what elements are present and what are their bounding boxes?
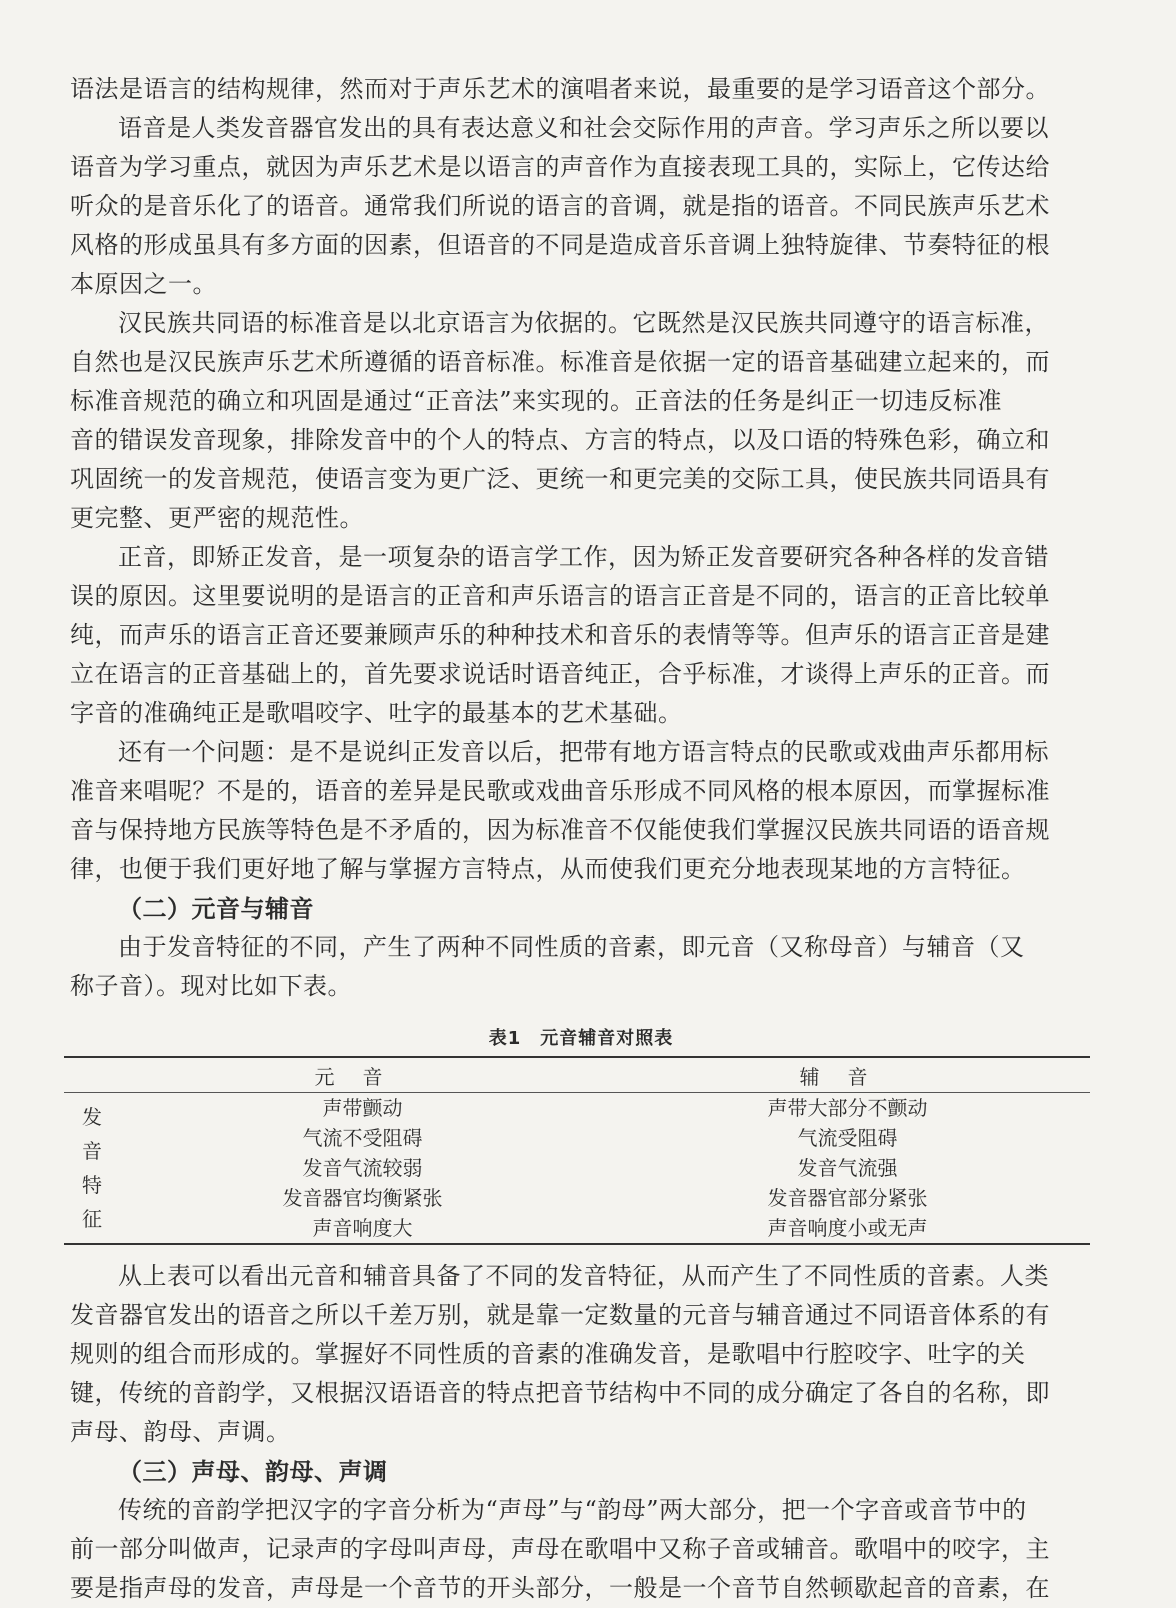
table-cell: 发音气流较弱 — [302, 1156, 423, 1180]
text-line: 自然也是汉民族声乐艺术所遵循的语音标准。标准音是依据一定的语音基础建立起来的，而 — [70, 348, 1050, 376]
text-line: 要是指声母的发音，声母是一个音节的开头部分，一般是一个音节自然顿歇起音的音素，在 — [70, 1574, 1050, 1602]
text-line: 语音为学习重点，就因为声乐艺术是以语言的声音作为直接表现工具的，实际上，它传达给 — [70, 153, 1050, 181]
text-line: 听众的是音乐化了的语音。通常我们所说的语言的音调，就是指的语音。不同民族声乐艺术 — [70, 192, 1050, 220]
text-line: 正音，即矫正发音，是一项复杂的语言学工作，因为矫正发音要研究各种各样的发音错 — [118, 543, 1049, 571]
row-header-char: 特 — [82, 1173, 102, 1197]
table-header-consonant: 辅音 — [799, 1064, 896, 1089]
comparison-table — [64, 1056, 1090, 1245]
consonant-column — [605, 1093, 1090, 1243]
row-header-char: 发 — [82, 1105, 102, 1129]
text-line: 声母、韵母、声调。 — [70, 1418, 291, 1446]
table-cell: 声音响度大 — [312, 1216, 413, 1240]
text-line: 字音的准确纯正是歌唱咬字、吐字的最基本的艺术基础。 — [70, 699, 683, 727]
text-line: 规则的组合而形成的。掌握好不同性质的音素的准确发音，是歌唱中行腔咬字、吐字的关 — [70, 1340, 1026, 1368]
body-text-after-table — [70, 1257, 1092, 1452]
table-body — [64, 1093, 1090, 1243]
text-line: 标准音规范的确立和巩固是通过“正音法”来实现的。正音法的任务是纠正一切违反标准 — [70, 387, 1003, 415]
text-line: 从上表可以看出元音和辅音具备了不同的发音特征，从而产生了不同性质的音素。人类 — [118, 1262, 1049, 1290]
body-text-mid — [70, 928, 1092, 1006]
table-cell: 发音器官部分紧张 — [767, 1186, 928, 1210]
table-caption: 表1 元音辅音对照表 — [488, 1028, 674, 1049]
vowel-column — [120, 1093, 605, 1243]
table-cell: 声音响度小或无声 — [767, 1216, 928, 1240]
body-text-top — [70, 70, 1092, 889]
text-line: 传统的音韵学把汉字的字音分析为“声母”与“韵母”两大部分，把一个字音或音节中的 — [118, 1496, 1027, 1524]
text-line: 音的错误发音现象，排除发音中的个人的特点、方言的特点，以及口语的特殊色彩，确立和 — [70, 426, 1050, 454]
table-cell: 气流不受阻碍 — [302, 1126, 423, 1150]
table-cell: 发音器官均衡紧张 — [282, 1186, 443, 1210]
text-line: 汉民族共同语的标准音是以北京语言为依据的。它既然是汉民族共同遵守的语言标准， — [118, 309, 1049, 337]
text-line: 风格的形成虽具有多方面的因素，但语音的不同是造成音乐音调上独特旋律、节奏特征的根 — [70, 231, 1050, 259]
table-cell: 声带颤动 — [322, 1096, 403, 1120]
text-line: 巩固统一的发音规范，使语言变为更广泛、更统一和更完美的交际工具，使民族共同语具有 — [70, 465, 1050, 493]
text-line: 准音来唱呢？不是的，语音的差异是民歌或戏曲音乐形成不同风格的根本原因，而掌握标准 — [70, 777, 1050, 805]
text-line: 语法是语言的结构规律，然而对于声乐艺术的演唱者来说，最重要的是学习语音这个部分。 — [70, 75, 1050, 103]
body-text-bottom — [70, 1491, 1092, 1608]
table-cell: 气流受阻碍 — [797, 1126, 898, 1150]
table-cell: 发音气流强 — [797, 1156, 898, 1180]
row-header-char: 征 — [82, 1207, 102, 1231]
text-line: 还有一个问题：是不是说纠正发音以后，把带有地方语言特点的民歌或戏曲声乐都用标 — [118, 738, 1049, 766]
text-line: 称子音）。现对比如下表。 — [70, 972, 352, 1000]
table-cell: 声带大部分不颤动 — [767, 1096, 928, 1120]
text-line: 音与保持地方民族等特色是不矛盾的，因为标准音不仅能使我们掌握汉民族共同语的语音规 — [70, 816, 1050, 844]
section-heading: （三）声母、韵母、声调 — [118, 1457, 388, 1486]
text-line: 立在语言的正音基础上的，首先要求说话时语音纯正，合乎标准，才谈得上声乐的正音。而 — [70, 660, 1050, 688]
table-header-vowel: 元音 — [314, 1064, 411, 1089]
table-header-row — [64, 1058, 1090, 1093]
text-line: 律，也便于我们更好地了解与掌握方言特点，从而使我们更充分地表现某地的方言特征。 — [70, 855, 1026, 883]
text-line: 误的原因。这里要说明的是语言的正音和声乐语言的语言正音是不同的，语言的正音比较单 — [70, 582, 1050, 610]
row-header-char: 音 — [82, 1139, 102, 1163]
section-heading: （二）元音与辅音 — [118, 894, 314, 923]
text-line: 键，传统的音韵学，又根据汉语语音的特点把音节结构中不同的成分确定了各自的名称，即 — [70, 1379, 1050, 1407]
text-line: 更完整、更严密的规范性。 — [70, 504, 364, 532]
text-line: 语音是人类发音器官发出的具有表达意义和社会交际作用的声音。学习声乐之所以要以 — [118, 114, 1049, 142]
text-line: 由于发音特征的不同，产生了两种不同性质的音素，即元音（又称母音）与辅音（又 — [118, 933, 1025, 961]
text-line: 本原因之一。 — [70, 270, 217, 298]
text-line: 前一部分叫做声，记录声的字母叫声母，声母在歌唱中又称子音或辅音。歌唱中的咬字，主 — [70, 1535, 1050, 1563]
row-header — [64, 1093, 120, 1243]
text-line: 纯，而声乐的语言正音还要兼顾声乐的种种技术和音乐的表情等等。但声乐的语言正音是建 — [70, 621, 1050, 649]
text-line: 发音器官发出的语音之所以千差万别，就是靠一定数量的元音与辅音通过不同语音体系的有 — [70, 1301, 1050, 1329]
